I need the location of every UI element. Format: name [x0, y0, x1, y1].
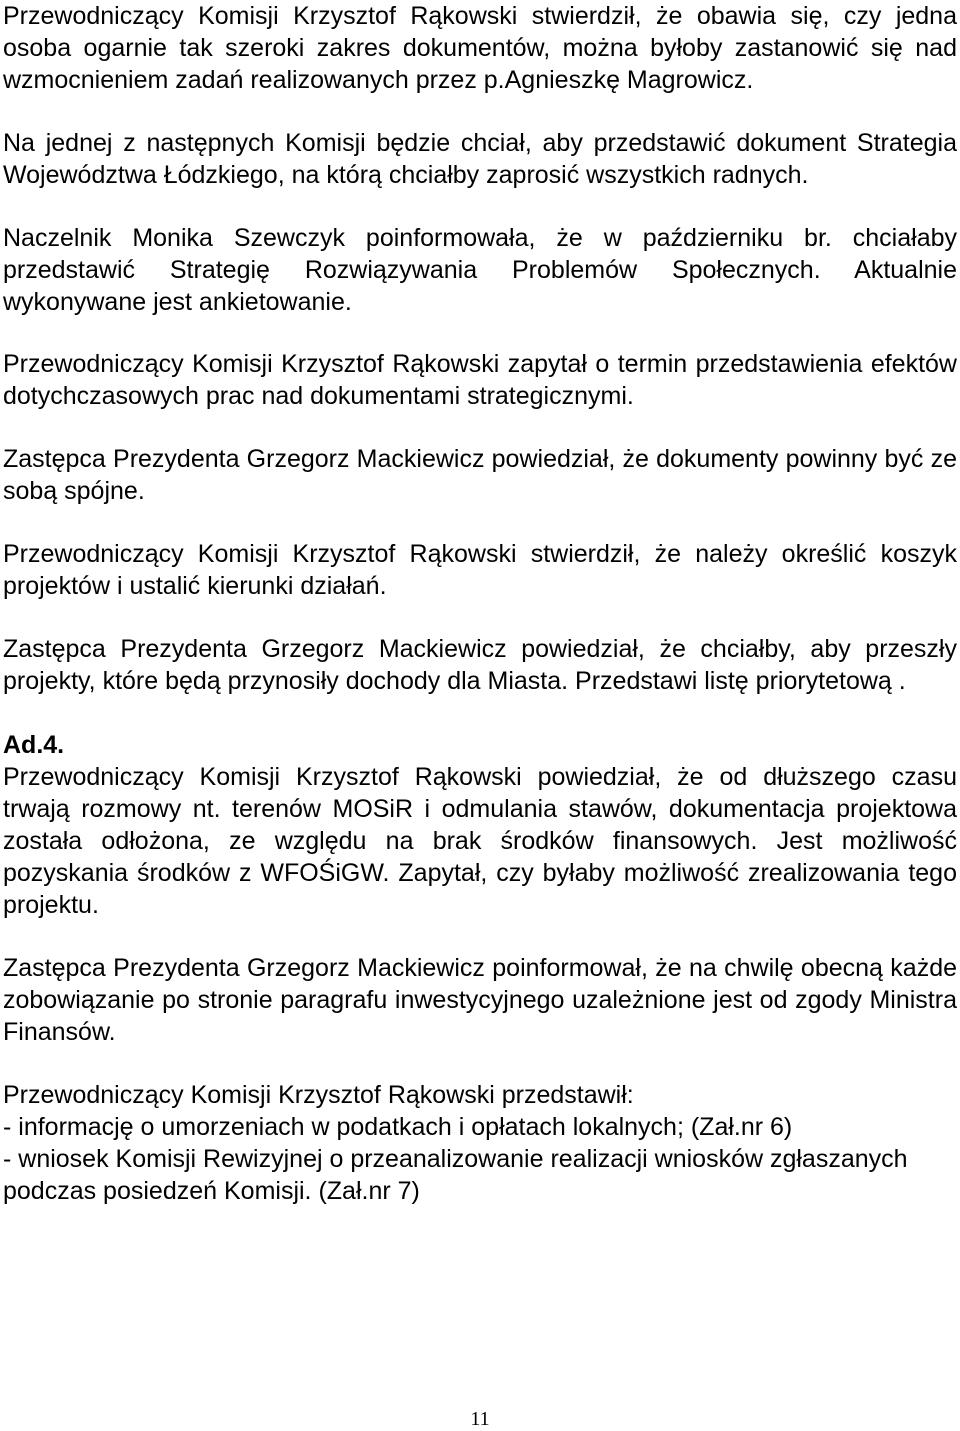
page-number: 11: [470, 1408, 490, 1430]
paragraph-strategia-wojewodztwa: Na jednej z następnych Komisji będzie chciał, aby przedstawić dokument Strategia Województwa Łódzkiego, na którą chciałby zaprosić wszystkich radnych.: [3, 129, 957, 189]
list-intro: Przewodniczący Komisji Krzysztof Rąkowski przedstawił:: [3, 1081, 634, 1109]
paragraph-spojne: Zastępca Prezydenta Grzegorz Mackiewicz powiedział, że dokumenty powinny być ze sobą spójne.: [3, 445, 957, 505]
paragraph-minister-finansow: Zastępca Prezydenta Grzegorz Mackiewicz poinformował, że na chwilę obecną każde zobowiązanie po stronie paragrafu inwestycyjnego uzależnione jest od zgody Ministra Finansów.: [3, 954, 957, 1046]
list-item-umorzenia: - informację o umorzeniach w podatkach i opłatach lokalnych; (Zał.nr 6): [3, 1113, 793, 1141]
paragraph-obawa: Przewodniczący Komisji Krzysztof Rąkowski stwierdził, że obawia się, czy jedna osoba ogarnie tak szeroki zakres dokumentów, można byłoby zastanowić się nad wzmocnieniem zadań realizowanych przez p.Agnieszkę Magrowicz.: [3, 2, 957, 94]
document-page: [3, 0, 957, 1207]
section-heading: Ad.4.: [3, 731, 65, 759]
paragraph-lista-priorytetowa: Zastępca Prezydenta Grzegorz Mackiewicz powiedział, że chciałby, aby przeszły projekty, które będą przynosiły dochody dla Miasta. Przedstawi listę priorytetową .: [3, 635, 957, 695]
list-item-wniosek: - wniosek Komisji Rewizyjnej o przeanalizowanie realizacji wniosków zgłaszanych podczas posiedzeń Komisji. (Zał.nr 7): [3, 1145, 908, 1205]
paragraph-termin: Przewodniczący Komisji Krzysztof Rąkowski zapytał o termin przedstawienia efektów dotychczasowych prac nad dokumentami strategicznymi.: [3, 350, 957, 410]
paragraph-mosir: Przewodniczący Komisji Krzysztof Rąkowski powiedział, że od dłuższego czasu trwają rozmowy nt. terenów MOSiR i odmulania stawów, dokumentacja projektowa została odłożona, ze względu na brak środków finansowych. Jest możliwość pozyskania środków z WFOŚiGW. Zapytał, czy byłaby możliwość zrealizowania tego projektu.: [3, 763, 957, 919]
paragraph-naczelnik: Naczelnik Monika Szewczyk poinformowała, że w październiku br. chciałaby przedstawić Strategię Rozwiązywania Problemów Społecznych. Aktualnie wykonywane jest ankietowanie.: [3, 224, 957, 316]
paragraph-koszyk: Przewodniczący Komisji Krzysztof Rąkowski stwierdził, że należy określić koszyk projektów i ustalić kierunki działań.: [3, 540, 957, 600]
